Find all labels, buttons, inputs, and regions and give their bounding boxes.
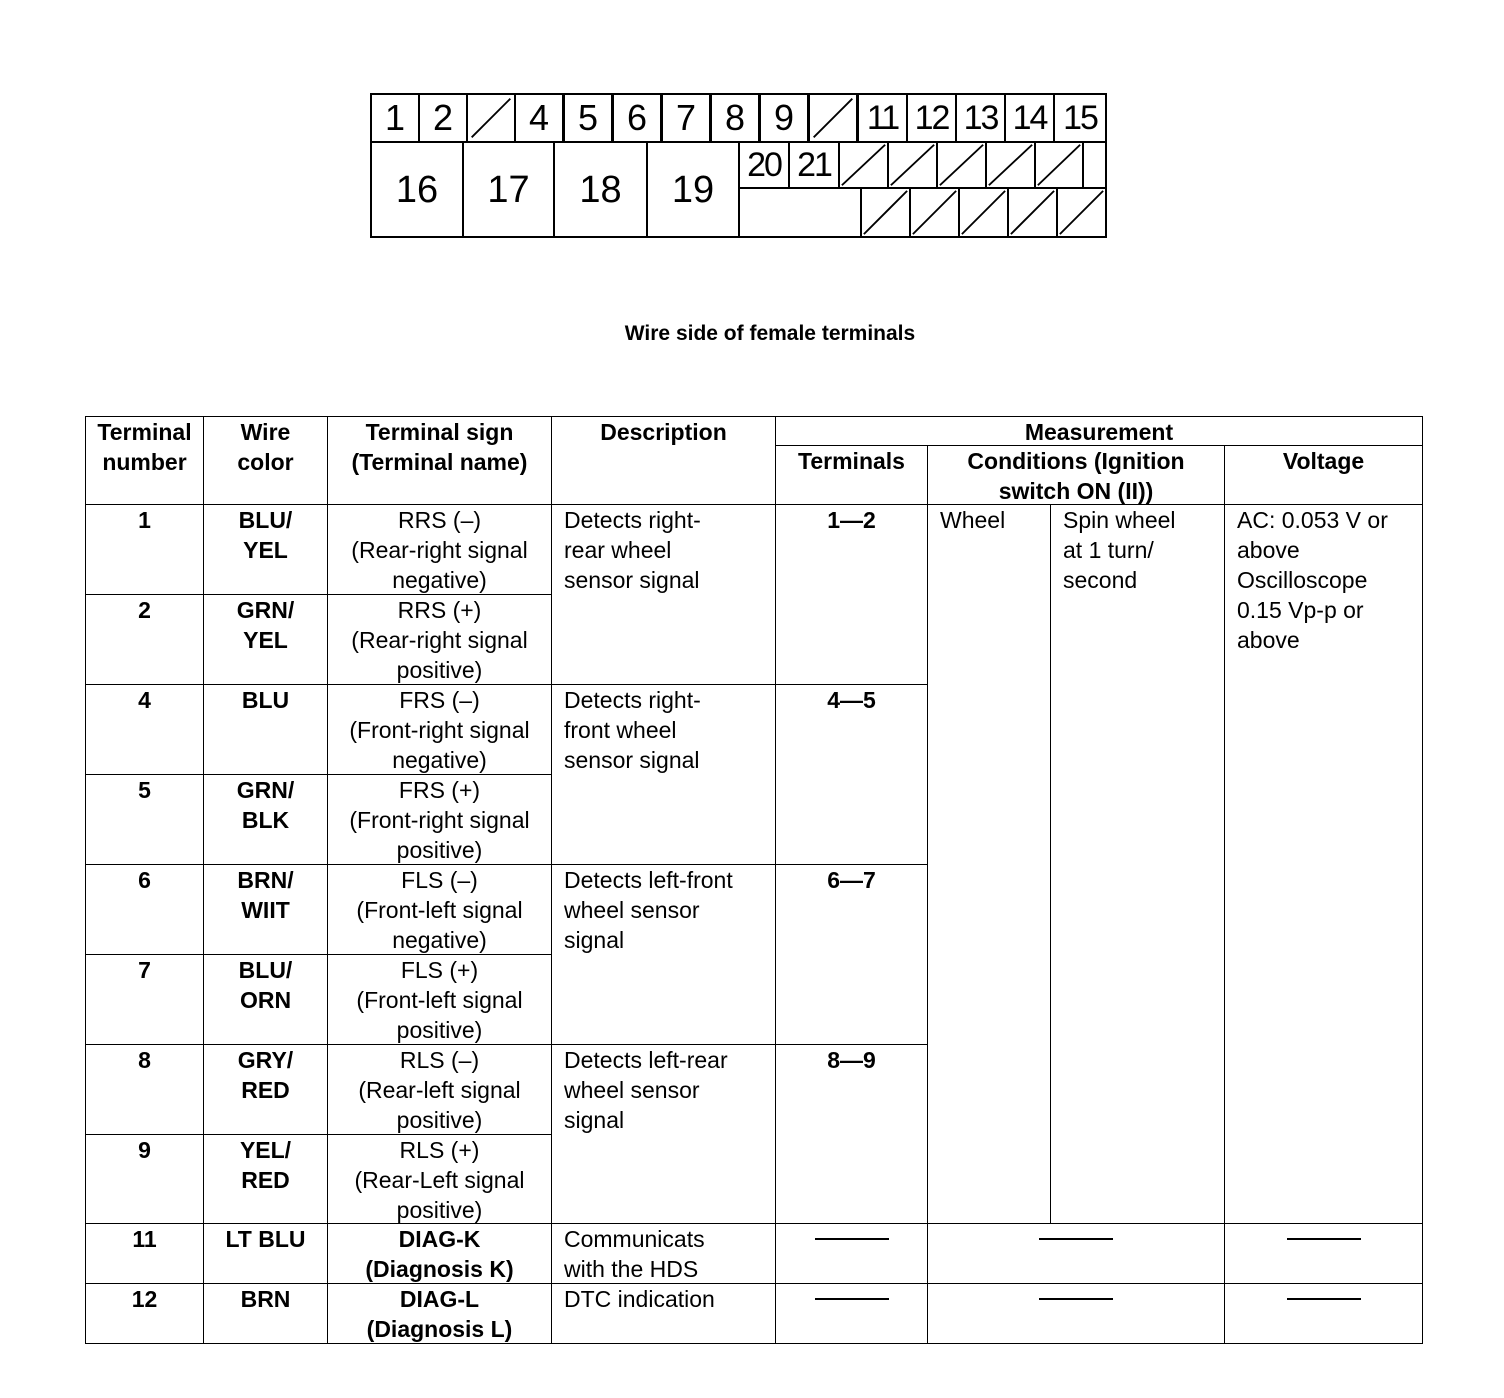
terminal-22-unused bbox=[838, 141, 889, 189]
terminal-table bbox=[85, 416, 1423, 1344]
diagram-caption: Wire side of female terminals bbox=[624, 322, 916, 345]
terminal-30-unused bbox=[1007, 187, 1058, 238]
terminal-27-unused bbox=[860, 187, 911, 238]
group-front-left-description: Detects left-front wheel sensor signal bbox=[551, 864, 776, 1045]
connector-diagram bbox=[370, 93, 1107, 238]
connector-blank-area bbox=[738, 187, 862, 238]
row-7-terminal-number: 7 bbox=[85, 954, 204, 1045]
header-wire-color: Wire color bbox=[203, 416, 328, 505]
group-front-right-terminals: 4—5 bbox=[775, 684, 928, 865]
terminal-29-unused bbox=[958, 187, 1009, 238]
terminal-8: 8 bbox=[710, 93, 760, 143]
terminal-10-unused bbox=[808, 93, 858, 143]
row-12-terminal-number: 12 bbox=[85, 1283, 204, 1344]
terminal-3-unused bbox=[466, 93, 516, 143]
terminal-7: 7 bbox=[661, 93, 711, 143]
condition-wheel: Wheel bbox=[927, 504, 1051, 1224]
terminal-17: 17 bbox=[462, 141, 555, 238]
header-measurement: Measurement bbox=[775, 416, 1423, 446]
terminal-15: 15 bbox=[1053, 93, 1107, 143]
header-terminal-number: Terminal number bbox=[85, 416, 204, 505]
row-4-terminal-sign: FRS (–) (Front-right signal negative) bbox=[327, 684, 552, 775]
header-terminal-sign: Terminal sign (Terminal name) bbox=[327, 416, 552, 505]
terminal-26-unused bbox=[1034, 141, 1084, 189]
row-5-wire-color: GRN/ BLK bbox=[203, 774, 328, 865]
row-9-terminal-sign: RLS (+) (Rear-Left signal positive) bbox=[327, 1134, 552, 1224]
row-12-terminals-empty bbox=[775, 1283, 928, 1344]
group-rear-right-description: Detects right- rear wheel sensor signal bbox=[551, 504, 776, 685]
terminal-19: 19 bbox=[646, 141, 740, 238]
row-2-wire-color: GRN/ YEL bbox=[203, 594, 328, 685]
terminal-25-unused bbox=[985, 141, 1036, 189]
terminal-28-unused bbox=[909, 187, 960, 238]
row-1-wire-color: BLU/ YEL bbox=[203, 504, 328, 595]
terminal-24-unused bbox=[936, 141, 987, 189]
row-11-description: Communicats with the HDS bbox=[551, 1223, 776, 1284]
row-8-terminal-number: 8 bbox=[85, 1044, 204, 1135]
row-5-terminal-sign: FRS (+) (Front-right signal positive) bbox=[327, 774, 552, 865]
group-rear-right-terminals: 1—2 bbox=[775, 504, 928, 685]
group-front-right-description: Detects right- front wheel sensor signal bbox=[551, 684, 776, 865]
row-2-terminal-number: 2 bbox=[85, 594, 204, 685]
terminal-21: 21 bbox=[788, 141, 840, 189]
row-11-wire-color: LT BLU bbox=[203, 1223, 328, 1284]
header-terminals: Terminals bbox=[775, 445, 928, 505]
terminal-16: 16 bbox=[370, 141, 464, 238]
row-11-terminal-number: 11 bbox=[85, 1223, 204, 1284]
group-rear-left-terminals: 8—9 bbox=[775, 1044, 928, 1224]
row-8-wire-color: GRY/ RED bbox=[203, 1044, 328, 1135]
row-4-wire-color: BLU bbox=[203, 684, 328, 775]
header-description: Description bbox=[551, 416, 776, 505]
row-12-voltage-empty bbox=[1224, 1283, 1423, 1344]
terminal-20: 20 bbox=[738, 141, 790, 189]
row-6-terminal-number: 6 bbox=[85, 864, 204, 955]
terminal-12: 12 bbox=[906, 93, 957, 143]
row-12-description: DTC indication bbox=[551, 1283, 776, 1344]
group-rear-left-description: Detects left-rear wheel sensor signal bbox=[551, 1044, 776, 1224]
terminal-13: 13 bbox=[955, 93, 1006, 143]
row-9-wire-color: YEL/ RED bbox=[203, 1134, 328, 1224]
row-12-conditions-empty bbox=[927, 1283, 1225, 1344]
terminal-6: 6 bbox=[612, 93, 662, 143]
terminal-18: 18 bbox=[553, 141, 648, 238]
connector-blank-slot bbox=[1082, 141, 1107, 189]
terminal-4: 4 bbox=[514, 93, 564, 143]
group-front-left-terminals: 6—7 bbox=[775, 864, 928, 1045]
row-11-terminals-empty bbox=[775, 1223, 928, 1284]
condition-spin-wheel: Spin wheel at 1 turn/ second bbox=[1050, 504, 1225, 1224]
terminal-11: 11 bbox=[857, 93, 908, 143]
row-7-wire-color: BLU/ ORN bbox=[203, 954, 328, 1045]
terminal-14: 14 bbox=[1004, 93, 1055, 143]
row-8-terminal-sign: RLS (–) (Rear-left signal positive) bbox=[327, 1044, 552, 1135]
row-1-terminal-sign: RRS (–) (Rear-right signal negative) bbox=[327, 504, 552, 595]
row-6-wire-color: BRN/ WIIT bbox=[203, 864, 328, 955]
row-11-terminal-sign: DIAG-K (Diagnosis K) bbox=[327, 1223, 552, 1284]
terminal-23-unused bbox=[887, 141, 938, 189]
row-11-voltage-empty bbox=[1224, 1223, 1423, 1284]
row-6-terminal-sign: FLS (–) (Front-left signal negative) bbox=[327, 864, 552, 955]
row-12-terminal-sign: DIAG-L (Diagnosis L) bbox=[327, 1283, 552, 1344]
row-1-terminal-number: 1 bbox=[85, 504, 204, 595]
row-2-terminal-sign: RRS (+) (Rear-right signal positive) bbox=[327, 594, 552, 685]
row-4-terminal-number: 4 bbox=[85, 684, 204, 775]
header-conditions: Conditions (Ignition switch ON (II)) bbox=[927, 445, 1225, 505]
terminal-1: 1 bbox=[370, 93, 420, 143]
row-7-terminal-sign: FLS (+) (Front-left signal positive) bbox=[327, 954, 552, 1045]
row-9-terminal-number: 9 bbox=[85, 1134, 204, 1224]
voltage-value: AC: 0.053 V or above Oscilloscope 0.15 Vp-p or above bbox=[1224, 504, 1423, 1224]
terminal-31-unused bbox=[1056, 187, 1107, 238]
row-11-conditions-empty bbox=[927, 1223, 1225, 1284]
row-12-wire-color: BRN bbox=[203, 1283, 328, 1344]
row-5-terminal-number: 5 bbox=[85, 774, 204, 865]
terminal-9: 9 bbox=[759, 93, 809, 143]
header-voltage: Voltage bbox=[1224, 445, 1423, 505]
terminal-2: 2 bbox=[418, 93, 468, 143]
terminal-5: 5 bbox=[563, 93, 613, 143]
